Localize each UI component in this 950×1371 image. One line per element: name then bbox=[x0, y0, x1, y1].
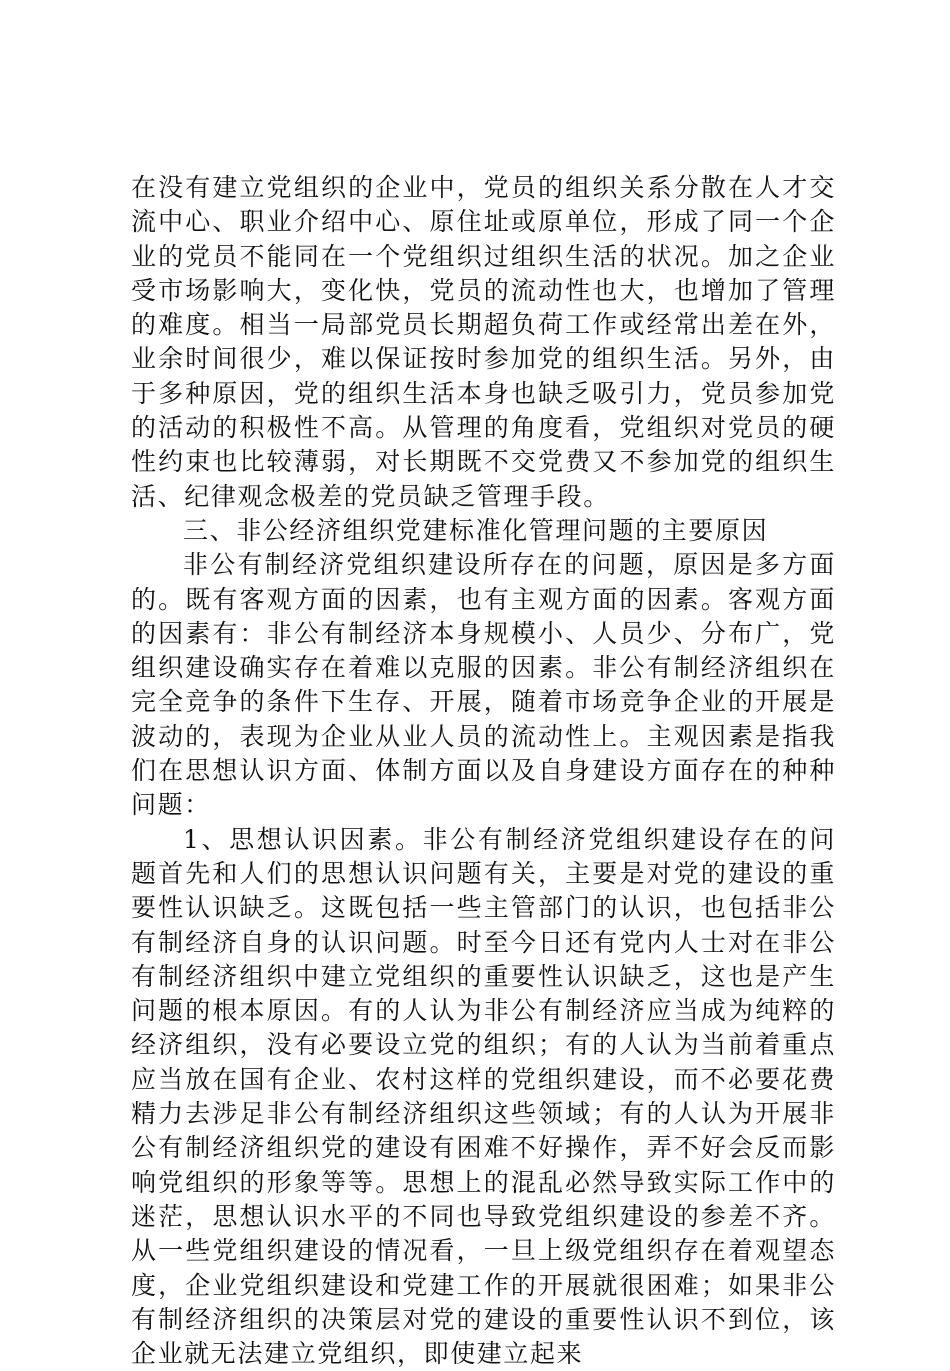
paragraph-continuation: 在没有建立党组织的企业中，党员的组织关系分散在人才交流中心、职业介绍中心、原住址或原单位，形成了同一个企业的党员不能同在一个党组织过组织生活的状况。加之企业受市场影响大，变化快，党员的流动性也大，也增加了管理的难度。相当一局部党员长期超负荷工作或经常出差在外，业余时间很少，难以保证按时参加党的组织生活。另外，由于多种原因，党的组织生活本身也缺乏吸引力，党员参加党的活动的积极性不高。从管理的角度看，党组织对党员的硬性约束也比较薄弱，对长期既不交党费又不参加党的组织生活、纪律观念极差的党员缺乏管理手段。 bbox=[131, 173, 836, 511]
paragraph-ideological-factors: 1、思想认识因素。非公有制经济党组织建设存在的问题首先和人们的思想认识问题有关，主要是对党的建设的重要性认识缺乏。这既包括一些主管部门的认识，也包括非公有制经济自身的认识问题。时至今日还有党内人士对在非公有制经济组织中建立党组织的重要性认识缺乏，这也是产生问题的根本原因。有的人认为非公有制经济应当成为纯粹的经济组织，没有必要设立党的组织；有的人认为当前着重点应当放在国有企业、农村这样的党组织建设，而不必要花费精力去涉足非公有制经济组织这些领域；有的人认为开展非公有制经济组织党的建设有困难不好操作，弄不好会反而影响党组织的形象等等。思想上的混乱必然导致实际工作中的迷茫，思想认识水平的不同也导致党组织建设的参差不齐。从一些党组织建设的情况看，一旦上级党组织存在着观望态度，企业党组织建设和党建工作的开展就很困难；如果非公有制经济组织的决策层对党的建设的重要性认识不到位，该企业就无法建立党组织，即使建立起来 bbox=[131, 824, 836, 1369]
paragraph-causes-overview: 非公有制经济党组织建设所存在的问题，原因是多方面的。既有客观方面的因素，也有主观方面的因素。客观方面的因素有：非公有制经济本身规模小、人员少、分布广，党组织建设确实存在着难以克服的因素。非公有制经济组织在完全竞争的条件下生存、开展，随着市场竞争企业的开展是波动的，表现为企业从业人员的流动性上。主观因素是指我们在思想认识方面、体制方面以及自身建设方面存在的种种问题： bbox=[131, 550, 836, 820]
document-body bbox=[131, 171, 836, 1371]
section-heading: 三、非公经济组织党建标准化管理问题的主要原因 bbox=[183, 515, 769, 545]
